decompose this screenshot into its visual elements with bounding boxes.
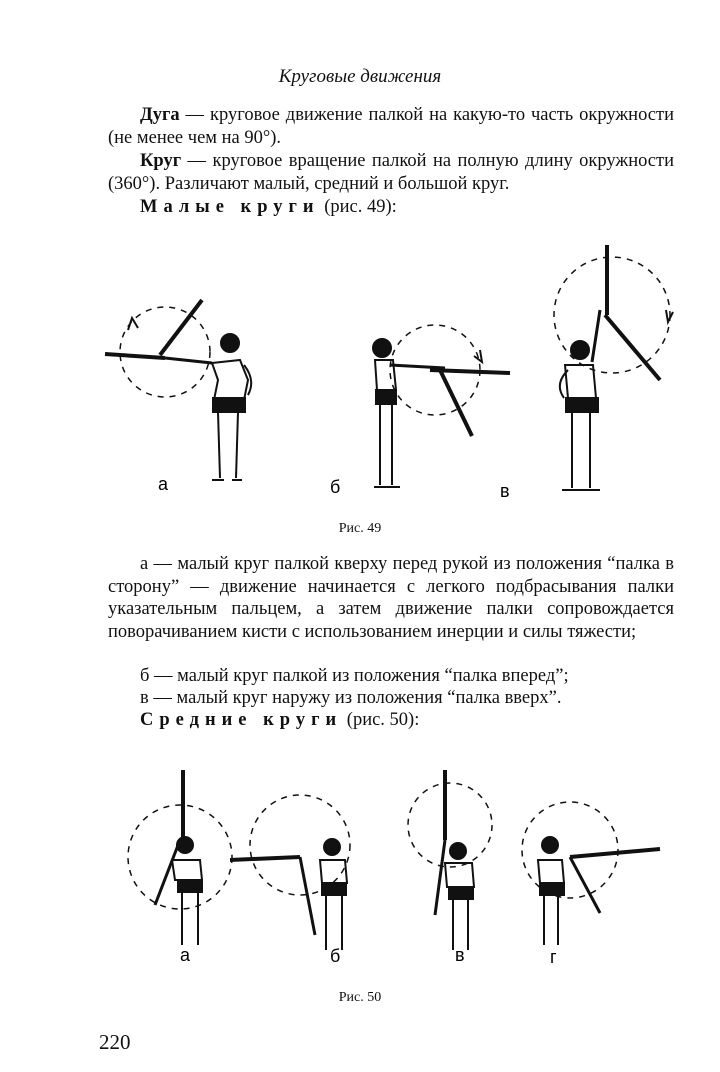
figure-49c-drawing xyxy=(554,245,673,490)
small-circles-term: Малые круги xyxy=(140,197,320,217)
figure-50b-drawing xyxy=(230,795,350,950)
term-arc: Дуга xyxy=(140,105,180,125)
heading-small-circles xyxy=(108,196,674,219)
figure-49-illustration xyxy=(100,240,680,500)
figure-49 xyxy=(100,240,680,500)
description-b: б — малый круг палкой из положения “палка вперед”; xyxy=(140,666,569,686)
page-number: 220 xyxy=(99,1030,131,1054)
figure-49a-drawing xyxy=(105,300,251,480)
heading-medium-circles xyxy=(108,709,674,732)
figure-50-caption: Рис. 50 xyxy=(338,990,382,1005)
figure-49b-drawing xyxy=(373,325,510,487)
figure-50-label-b: б xyxy=(330,946,341,966)
figure-50-label-g: г xyxy=(550,947,557,967)
figure-49-label-v: в xyxy=(500,481,510,500)
medium-circles-term: Средние круги xyxy=(140,710,343,730)
figure-50a-drawing xyxy=(128,770,232,945)
circle-definition: — круговое вращение палкой на полную длину окружности (360°). Различают малый, средний и большой круг. xyxy=(108,151,674,194)
figure-49-label-b: б xyxy=(330,477,341,497)
figure-49-label-a: а xyxy=(158,474,169,494)
description-v: в — малый круг наружу из положения “палка вверх”. xyxy=(140,688,562,708)
medium-circles-ref: (рис. 50): xyxy=(346,710,420,730)
figure-50 xyxy=(100,765,680,970)
figure-50-illustration xyxy=(100,765,680,970)
paragraph-arc xyxy=(108,104,674,149)
figure-50-label-v: в xyxy=(455,945,465,965)
figure-50g-drawing xyxy=(522,802,660,945)
arc-definition: — круговое движение палкой на какую-то часть окружности (не менее чем на 90°). xyxy=(108,105,674,148)
figure-50-label-a: а xyxy=(180,945,191,965)
paragraph-circle xyxy=(108,150,674,195)
figure-49-caption: Рис. 49 xyxy=(338,521,382,536)
description-a: а — малый круг палкой кверху перед рукой из положения “палка в сторону” — движение начинается с легкого подбрасывания палки указательным пальцем, а затем движение палки сопровождается поворачиванием кисти с использованием инерции и силы тяжести; xyxy=(108,554,674,642)
term-circle: Круг xyxy=(140,151,182,171)
running-head: Круговые движения xyxy=(278,66,442,87)
figure-50v-drawing xyxy=(408,770,492,950)
small-circles-ref: (рис. 49): xyxy=(324,197,397,217)
